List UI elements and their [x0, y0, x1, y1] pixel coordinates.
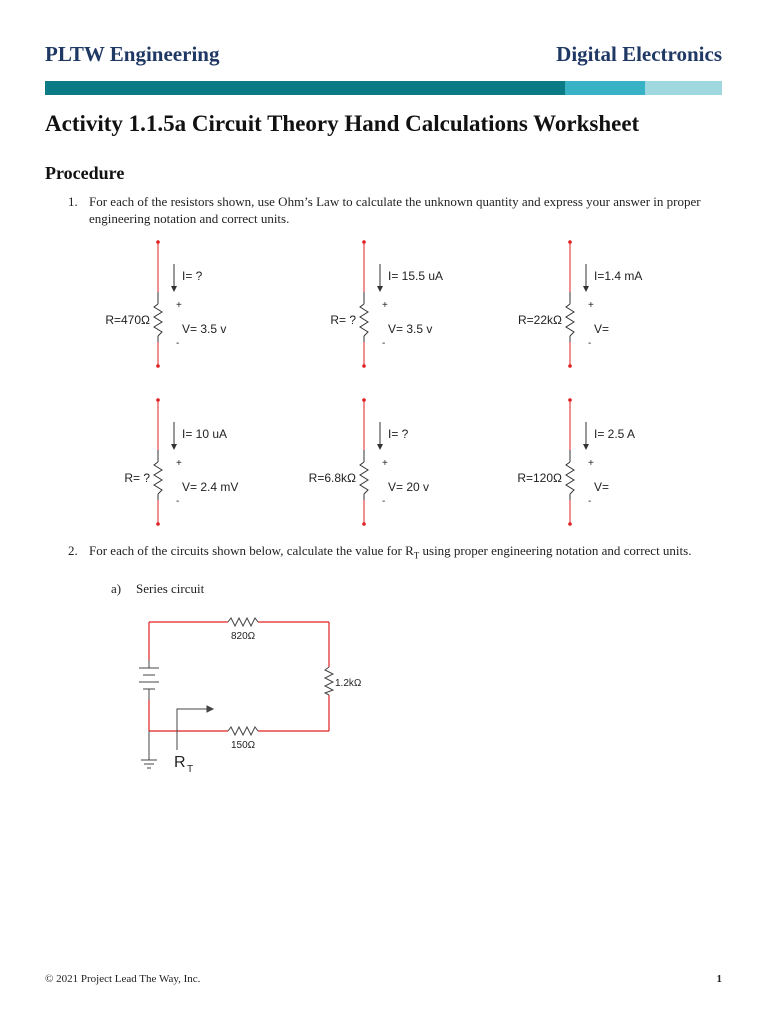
- resistance-label: R= ?: [330, 313, 356, 327]
- voltage-label: V= 3.5 v: [388, 322, 433, 336]
- rt-subscript: T: [187, 764, 194, 775]
- resistance-label: R=22kΩ: [518, 313, 562, 327]
- header-bar-segment-light: [645, 81, 722, 95]
- current-label: I= 2.5 A: [594, 427, 636, 441]
- current-label: I= 15.5 uA: [388, 269, 444, 283]
- current-arrowhead-icon: [377, 444, 383, 450]
- voltage-label: V= 20 v: [388, 480, 430, 494]
- polarity-plus: +: [588, 458, 594, 469]
- resistor-150-icon: [228, 727, 258, 735]
- polarity-minus: -: [176, 338, 180, 349]
- current-arrowhead-icon: [171, 444, 177, 450]
- footer-copyright: © 2021 Project Lead The Way, Inc.: [45, 973, 201, 985]
- resistance-label: R=120Ω: [517, 471, 562, 485]
- step-number: 1.: [68, 194, 78, 209]
- voltage-label: V=: [594, 480, 610, 494]
- subpart-text: Series circuit: [136, 581, 205, 596]
- polarity-plus: +: [176, 458, 182, 469]
- current-label: I= ?: [388, 427, 409, 441]
- voltage-label: V=: [594, 322, 610, 336]
- subpart-label: a): [111, 581, 122, 596]
- step-number: 2.: [68, 543, 78, 558]
- resistor-zigzag-icon: [566, 462, 574, 494]
- voltage-label: V= 2.4 mV: [182, 480, 239, 494]
- resistor-diagram: [124, 398, 238, 526]
- current-label: I= ?: [182, 269, 203, 283]
- series-circuit-diagram: [0, 600, 768, 800]
- resistor-diagrams: [0, 236, 768, 536]
- resistance-label: R=6.8kΩ: [308, 471, 356, 485]
- subpart-a: [111, 581, 204, 597]
- r2-label: 1.2kΩ: [335, 678, 362, 689]
- polarity-plus: +: [382, 300, 388, 311]
- polarity-plus: +: [176, 300, 182, 311]
- resistor-diagram: [517, 398, 635, 526]
- voltage-label: V= 3.5 v: [182, 322, 227, 336]
- resistance-label: R=470Ω: [105, 313, 150, 327]
- step-text-subscript: T: [413, 550, 420, 561]
- resistor-diagram: [518, 240, 642, 368]
- resistor-diagram: [105, 240, 226, 368]
- header-left-title: PLTW Engineering: [45, 42, 220, 66]
- current-arrowhead-icon: [171, 286, 177, 292]
- polarity-minus: -: [588, 496, 592, 507]
- step-text-after: using proper engineering notation and correct units.: [419, 543, 692, 558]
- resistor-zigzag-icon: [566, 304, 574, 336]
- polarity-minus: -: [176, 496, 180, 507]
- polarity-minus: -: [382, 338, 386, 349]
- rt-arrow-icon: [177, 709, 207, 750]
- resistor-diagram: [330, 240, 443, 368]
- step-text-before: For each of the circuits shown below, calculate the value for R: [89, 543, 414, 558]
- r1-label: 820Ω: [231, 631, 256, 642]
- header-right-title: Digital Electronics: [556, 42, 722, 66]
- resistor-diagram: [309, 398, 429, 526]
- step-text: [89, 542, 707, 565]
- footer-page-number: 1: [716, 973, 722, 985]
- r3-label: 150Ω: [231, 740, 256, 751]
- current-label: I=1.4 mA: [594, 269, 643, 283]
- resistor-820-icon: [228, 618, 258, 626]
- polarity-plus: +: [588, 300, 594, 311]
- rt-label: R: [174, 754, 186, 771]
- header-bar-segment-dark: [45, 81, 565, 95]
- page-title: Activity 1.1.5a Circuit Theory Hand Calculations Worksheet: [45, 111, 640, 136]
- resistance-label: R= ?: [124, 471, 150, 485]
- resistor-zigzag-icon: [360, 462, 368, 494]
- current-arrowhead-icon: [377, 286, 383, 292]
- step-text: For each of the resistors shown, use Ohm’s Law to calculate the unknown quantity and express your answer in proper engineering notation and correct units.: [89, 194, 701, 226]
- resistor-1200-icon: [325, 667, 333, 695]
- resistor-zigzag-icon: [360, 304, 368, 336]
- polarity-plus: +: [382, 458, 388, 469]
- resistor-zigzag-icon: [154, 304, 162, 336]
- current-arrowhead-icon: [583, 286, 589, 292]
- polarity-minus: -: [382, 496, 386, 507]
- header-bar-segment-mid: [565, 81, 645, 95]
- current-arrowhead-icon: [583, 444, 589, 450]
- header-color-bar: [45, 81, 722, 95]
- current-label: I= 10 uA: [182, 427, 228, 441]
- resistor-zigzag-icon: [154, 462, 162, 494]
- polarity-minus: -: [588, 338, 592, 349]
- section-heading: Procedure: [45, 163, 125, 183]
